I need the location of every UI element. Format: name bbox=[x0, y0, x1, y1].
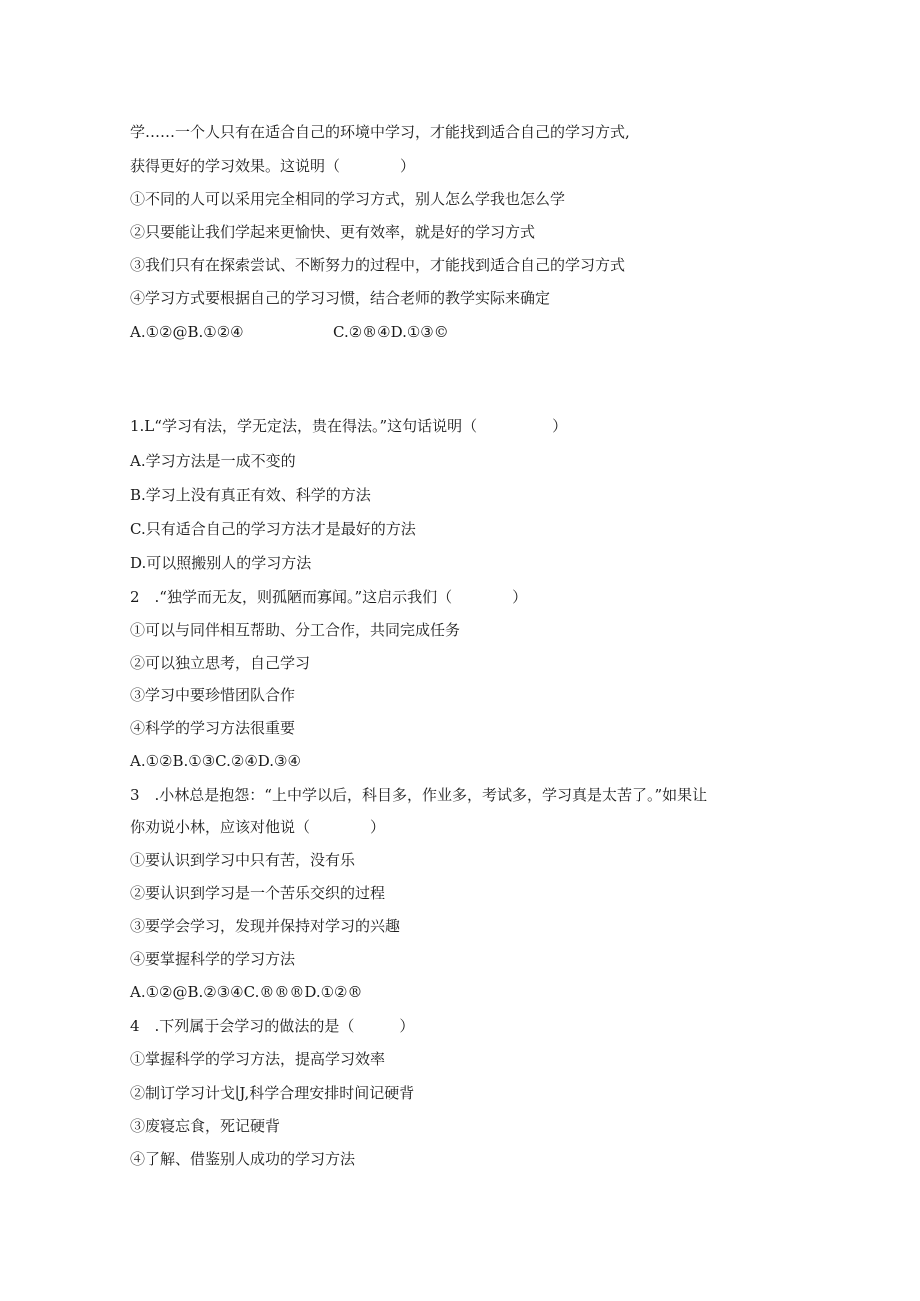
intro-line-1: 学……一个人只有在适合自己的环境中学习，才能找到适合自己的学习方式, bbox=[130, 123, 630, 141]
q2-option-3: ③学习中要珍惜团队合作 bbox=[130, 686, 296, 704]
q2-stem: 2 .“独学而无友，则孤陋而寡闻。”这启示我们（ ） bbox=[130, 588, 528, 606]
q3-stem-line-2: 你劝说小林，应该对他说（ ） bbox=[130, 818, 386, 836]
intro-option-4: ④学习方式要根据自己的学习习惯，结合老师的教学实际来确定 bbox=[130, 289, 551, 307]
q4-option-4: ④了解、借鉴别人成功的学习方法 bbox=[130, 1150, 356, 1168]
q3-option-2: ②要认识到学习是一个苦乐交织的过程 bbox=[130, 884, 386, 902]
intro-choices-ab: A.①②@B.①②④ bbox=[130, 323, 244, 341]
q3-option-3: ③要学会学习，发现并保持对学习的兴趣 bbox=[130, 917, 401, 935]
q4-option-2: ②制订学习计戈∣J,科学合理安排时间记硬背 bbox=[130, 1084, 415, 1102]
q3-option-1: ①要认识到学习中只有苦，没有乐 bbox=[130, 851, 356, 869]
q2-option-1: ①可以与同伴相互帮助、分工合作，共同完成任务 bbox=[130, 621, 461, 639]
q3-choices: A.①②@B.②③④C.®®®D.①②® bbox=[130, 983, 363, 1001]
q1-option-a: A.学习方法是一成不变的 bbox=[130, 452, 296, 470]
intro-option-3: ③我们只有在探索尝试、不断努力的过程中，才能找到适合自己的学习方式 bbox=[130, 256, 626, 274]
intro-line-2: 获得更好的学习效果。这说明（ ） bbox=[130, 157, 416, 175]
q3-option-4: ④要掌握科学的学习方法 bbox=[130, 950, 296, 968]
q3-stem-line-1: 3 .小林总是抱怨：“上中学以后，科目多，作业多，考试多，学习真是太苦了。”如果让 bbox=[130, 786, 708, 804]
intro-option-2: ②只要能让我们学起来更愉快、更有效率，就是好的学习方式 bbox=[130, 223, 536, 241]
q1-stem: 1.L“学习有法，学无定法，贵在得法。”这句话说明（ ） bbox=[130, 417, 568, 435]
q2-choices: A.①②B.①③C.②④D.③④ bbox=[130, 752, 301, 770]
q2-option-4: ④科学的学习方法很重要 bbox=[130, 719, 296, 737]
q4-option-3: ③废寝忘食，死记硬背 bbox=[130, 1117, 281, 1135]
q2-option-2: ②可以独立思考，自己学习 bbox=[130, 654, 311, 672]
q1-option-c: C.只有适合自己的学习方法才是最好的方法 bbox=[130, 520, 416, 538]
q1-option-d: D.可以照搬别人的学习方法 bbox=[130, 554, 312, 572]
intro-option-1: ①不同的人可以采用完全相同的学习方式，别人怎么学我也怎么学 bbox=[130, 190, 566, 208]
q4-stem: 4 .下列属于会学习的做法的是（ ） bbox=[130, 1017, 415, 1035]
q4-option-1: ①掌握科学的学习方法，提高学习效率 bbox=[130, 1050, 386, 1068]
intro-choices-cd: C.②®④D.①③© bbox=[333, 323, 449, 341]
q1-option-b: B.学习上没有真正有效、科学的方法 bbox=[130, 486, 371, 504]
